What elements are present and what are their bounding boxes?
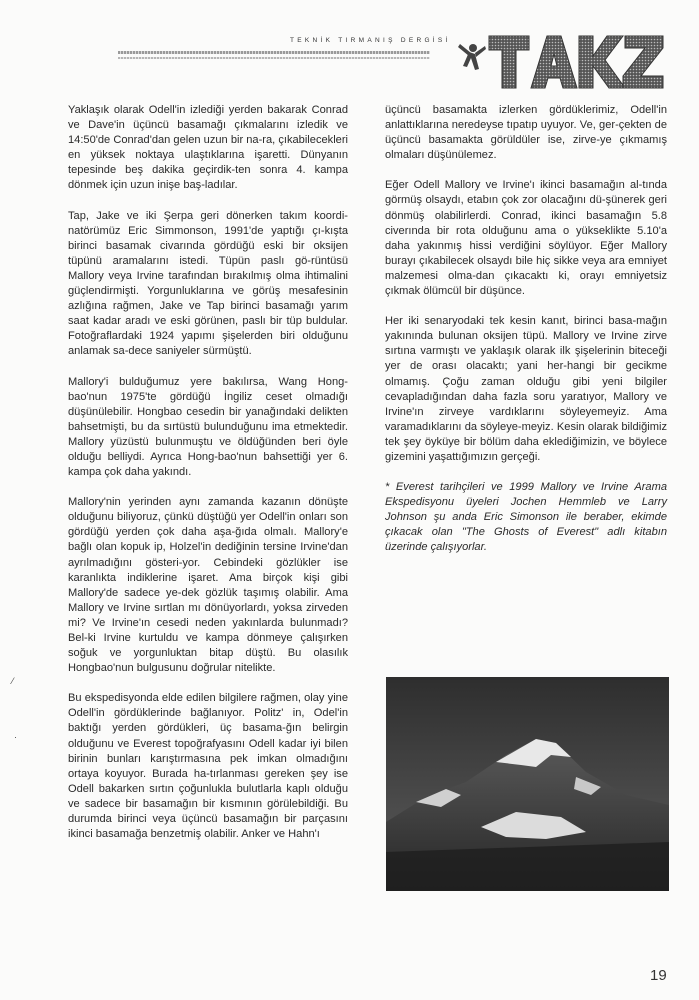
paragraph: Mallory'i bulduğumuz yere bakılırsa, Wang Hong-bao'nun 1975'te gördüğü İngiliz ceset olmadığı düşünülebilir. Hongbao cesedin bir yanağındaki delikten bahsetmişti, bu da sırtüstü bulunduğunu ima etmektedir. Mallory yüzüstü bulunmuştu ve öldüğünden beri öyle olduğu belliydi. Ayrıca Hong-bao'nun bahsettiği yer 6. kampa çok daha yakındı.	[68, 375, 348, 479]
page-number: 19	[650, 967, 667, 984]
scan-mark: ⁄	[12, 676, 14, 686]
climber-icon	[458, 44, 486, 70]
magazine-tagline: TEKNİK TIRMANIŞ DERGİSİ	[290, 37, 451, 44]
paragraph: Yaklaşık olarak Odell'in izlediği yerden bakarak Conrad ve Dave'in üçüncü basamağı çıkmalarını izledik ve 14:50'de Conrad'dan gelen uzun bir na-ra, çıkabilecekleri en yüksek noktaya ulaştıklarına işaretti. Dünyanın tepesinde beş dakika geçirdik-ten sonra 4. kampa dönmek için uzun inişe baş-ladılar.	[68, 104, 348, 192]
paragraph: Tap, Jake ve iki Şerpa geri dönerken takım koordi-natörümüz Eric Simmonson, 1991'de yaptığı çı-kışta birinci basamak civarında gördüğü eski bir oksijen tüpünü aramalarını istedi. Tüpün paslı gö-rüntüsü Mallory veya Irvine tarafından bırakılmış olma ihtimalini güçlendirmişti. Yorgunluklarına ve görüş mesafesinin azlığına rağmen, Jake ve Tap birinci basamağı yarım saat kadar aradı ve eski görünen, paslı bir tüp buldular. Fotoğraflardaki 1924 yapımı şişelerden biri olduğunu anlamak sa-dece saniyeler sürmüştü.	[68, 209, 348, 358]
left-text-column	[68, 103, 348, 857]
paragraph: üçüncü basamakta izlerken gördüklerimiz, Odell'in anlattıklarına neredeyse tıpatıp uyuyor. Ve, ger-çekten de üçüncü basamakta görüldüler ise, zirve-ye çıkmamış olmaları düşünülemez.	[385, 104, 667, 162]
paragraph: Her iki senaryodaki tek kesin kanıt, birinci basa-mağın yakınında bulunan oksijen tüpü. Mallory ve Irvine zirve sırtına varmıştı ve yaklaşık olarak ilk şişelerinin biteceği yer de orası olacaktı; yani her-hangi bir gecikme olmamış. Çoğu zaman olduğu gibi yeni bilgiler cevapladığından daha fazla soru yaratıyor, Mallory ve Irvine'ın zirveye vardıklarını söyleyemeyiz. Ama varamadıklarını da söyleye-meyiz. Kesin olarak bildiğimiz tek şey öyküye bir bölüm daha eklediğimizin, ve böylece gizemini yaşattığımızın gerçeği.	[385, 315, 667, 463]
header-rule	[118, 51, 430, 54]
everest-photo	[386, 677, 669, 891]
author-footnote: * Everest tarihçileri ve 1999 Mallory ve Irvine Arama Ekspedisyonu üyeleri Jochen Hemmleb ve Larry Johnson şu anda Eric Simonson ile beraber, ekimde çıkacak olan "The Ghosts of Everest" adlı kitabın üzerinde çalışıyorlar.	[385, 481, 667, 554]
right-text-column	[385, 103, 667, 571]
paragraph: Eğer Odell Mallory ve Irvine'ı ikinci basamağın al-tında görmüş olsaydı, etabın çok zor olacağını dü-şünerek geri dönmüş olabilirlerdi. Conrad, ikinci basamağın 5.8 civerında bir rota olduğunu ama o yükseklikte 5.10'a daha yakınmış hissi verdiğini söylüyor. Eğer Mallory burayı çıkabilecek olsaydı bile hiç sikke veya ara emniyet malzemesi olma-dan çıkacaktı ki, orayı emniyetsiz çıkmak ölümcül bir düşünce.	[385, 179, 667, 298]
scan-mark: ·	[14, 732, 17, 742]
paragraph: Bu ekspedisyonda elde edilen bilgilere rağmen, olay yine Odell'in gördüklerinde bağlanıyor. Politz' in, Odel'in baktığı yerden gördükleri, üç basama-ğın belirgin olduğunu ve Everest topoğrafyasını Odell kadar iyi bilen birinin bunları karıştırmasına pek imkan olmadığını ortaya koyuyor. Burada ha-tırlanması gereken şey ise Odell bakarken sırtın çoğunlukla bulutlarla kaplı olduğu ve sadece bir basamağın bir kısmının görülebildiği. Bu durumda birinci veya üçüncü basamağın bir parçasını ikinci basamağa benzetmiş olabilir. Anker ve Hahn'ı	[68, 692, 348, 841]
paragraph: Mallory'nin yerinden aynı zamanda kazanın dönüşte olduğunu biliyoruz, çünkü düştüğü yer Odell'in onları son gördüğü yerden çok daha aşa-ğıda olmalı. Mallory'e bağlı olan kopuk ip, Holzel'in dediğinin tersine Irvine'dan ayrılmadığını gösteri-yor. Cebindeki gözlükler ise karanlıkta indiklerine işaret. Ama birçok kişi gibi Mallory'de sadece ye-dek gözlük taşımış olabilir. Ama Mallory ve Irvine sırtlan mı dönüyorlardı, yoksa zirveden mi? Ve Irvine'ın cesedi neden yakınlarda bulunmadı? Bel-ki Irvine kurtuldu ve kampa dönmeye çalışırken soğuk ve yorgunluktan bitap düştü. Bu olasılık Hongbao'nun bulgusunu doğrular nitelikte.	[68, 496, 348, 675]
header-rule-secondary	[118, 57, 430, 59]
takoz-logo	[455, 26, 665, 96]
